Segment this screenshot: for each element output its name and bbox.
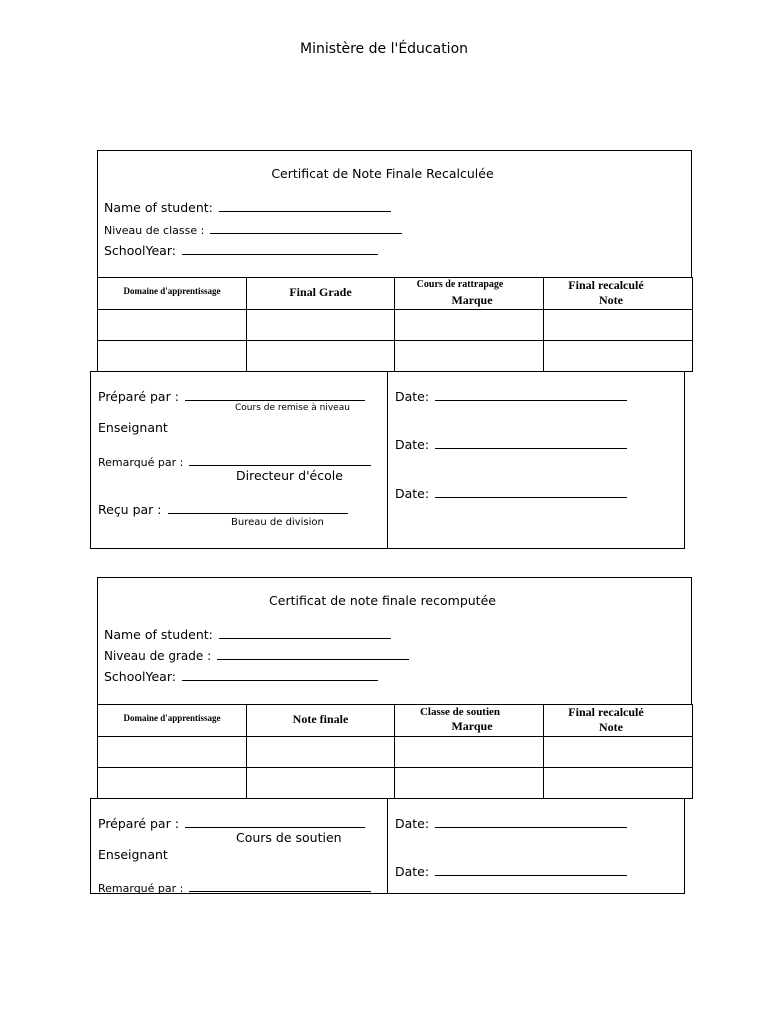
school-year-field[interactable] [104, 241, 378, 258]
table-row [98, 737, 693, 768]
noted-by-field[interactable] [98, 878, 371, 895]
table-header-row [98, 705, 693, 737]
grades-table-1 [97, 277, 693, 372]
col-header-final-grade: Note finale [247, 705, 395, 737]
table-cell[interactable] [544, 768, 693, 799]
class-level-field[interactable] [104, 220, 402, 237]
noted-by-label: Remarqué par : [98, 882, 184, 895]
prepared-by-label: Préparé par : [98, 389, 179, 404]
certificate-1-title: Certificat de Note Finale Recalculée [271, 166, 494, 181]
date-line[interactable] [435, 387, 627, 401]
date-field[interactable] [395, 435, 627, 452]
certificate-2-title: Certificat de note finale recomputée [269, 593, 496, 608]
table-cell[interactable] [98, 341, 247, 372]
table-row [98, 310, 693, 341]
col-header-domain: Domaine d'apprentissage [98, 705, 247, 737]
teacher-role: Enseignant [98, 847, 168, 862]
date-line[interactable] [435, 484, 627, 498]
school-year-line[interactable] [182, 667, 378, 681]
table-row [98, 768, 693, 799]
student-name-line[interactable] [219, 198, 391, 212]
prepared-by-line[interactable] [185, 814, 365, 828]
received-by-line[interactable] [168, 500, 348, 514]
date-field[interactable] [395, 387, 627, 404]
signature-divider-2 [387, 798, 388, 894]
noted-by-field[interactable] [98, 452, 371, 469]
noted-by-line[interactable] [189, 878, 371, 892]
date-line[interactable] [435, 862, 627, 876]
date-field[interactable] [395, 484, 627, 501]
table-cell[interactable] [98, 768, 247, 799]
signature-divider-1 [387, 371, 388, 549]
table-cell[interactable] [247, 341, 395, 372]
date-line[interactable] [435, 435, 627, 449]
table-cell[interactable] [395, 737, 544, 768]
table-cell[interactable] [395, 341, 544, 372]
table-cell[interactable] [247, 737, 395, 768]
table-cell[interactable] [395, 310, 544, 341]
grade-level-label: Niveau de grade : [104, 649, 212, 663]
col-header-domain: Domaine d'apprentissage [98, 278, 247, 310]
table-cell[interactable] [395, 768, 544, 799]
col-header-support: Classe de soutien Marque [395, 705, 544, 737]
date-label: Date: [395, 437, 430, 452]
table-cell[interactable] [98, 310, 247, 341]
col-header-recalculated: Final recalculé Note [544, 278, 693, 310]
noted-by-line[interactable] [189, 452, 371, 466]
received-by-subtitle: Bureau de division [231, 517, 324, 528]
school-year-label: SchoolYear: [104, 243, 176, 258]
col-header-remedial: Cours de rattrapage Marque [395, 278, 544, 310]
student-name-label: Name of student: [104, 627, 213, 642]
student-name-field[interactable] [104, 625, 391, 642]
prepared-by-subtitle: Cours de soutien [236, 830, 342, 845]
received-by-label: Reçu par : [98, 502, 162, 517]
class-level-label: Niveau de classe : [104, 224, 205, 237]
prepared-by-field[interactable] [98, 814, 365, 831]
student-name-line[interactable] [219, 625, 391, 639]
prepared-by-label: Préparé par : [98, 816, 179, 831]
date-label: Date: [395, 389, 430, 404]
date-label: Date: [395, 486, 430, 501]
date-field[interactable] [395, 814, 627, 831]
school-year-label: SchoolYear: [104, 669, 176, 684]
grade-level-field[interactable] [104, 646, 409, 663]
school-year-line[interactable] [182, 241, 378, 255]
grades-table-2 [97, 704, 693, 799]
class-level-line[interactable] [210, 220, 402, 234]
table-cell[interactable] [247, 310, 395, 341]
col-header-recalculated: Final recalculé Note [544, 705, 693, 737]
grade-level-line[interactable] [217, 646, 409, 660]
date-label: Date: [395, 864, 430, 879]
student-name-label: Name of student: [104, 200, 213, 215]
date-field[interactable] [395, 862, 627, 879]
date-label: Date: [395, 816, 430, 831]
table-cell[interactable] [544, 737, 693, 768]
prepared-by-field[interactable] [98, 387, 365, 404]
table-cell[interactable] [98, 737, 247, 768]
date-line[interactable] [435, 814, 627, 828]
table-cell[interactable] [247, 768, 395, 799]
prepared-by-subtitle: Cours de remise à niveau [235, 403, 350, 413]
noted-by-subtitle: Directeur d'école [236, 468, 343, 483]
table-row [98, 341, 693, 372]
school-year-field[interactable] [104, 667, 378, 684]
prepared-by-line[interactable] [185, 387, 365, 401]
noted-by-label: Remarqué par : [98, 456, 184, 469]
table-cell[interactable] [544, 341, 693, 372]
table-header-row [98, 278, 693, 310]
received-by-field[interactable] [98, 500, 348, 517]
col-header-final-grade: Final Grade [247, 278, 395, 310]
table-cell[interactable] [544, 310, 693, 341]
ministry-header: Ministère de l'Éducation [299, 41, 469, 57]
student-name-field[interactable] [104, 198, 391, 215]
teacher-role: Enseignant [98, 420, 168, 435]
